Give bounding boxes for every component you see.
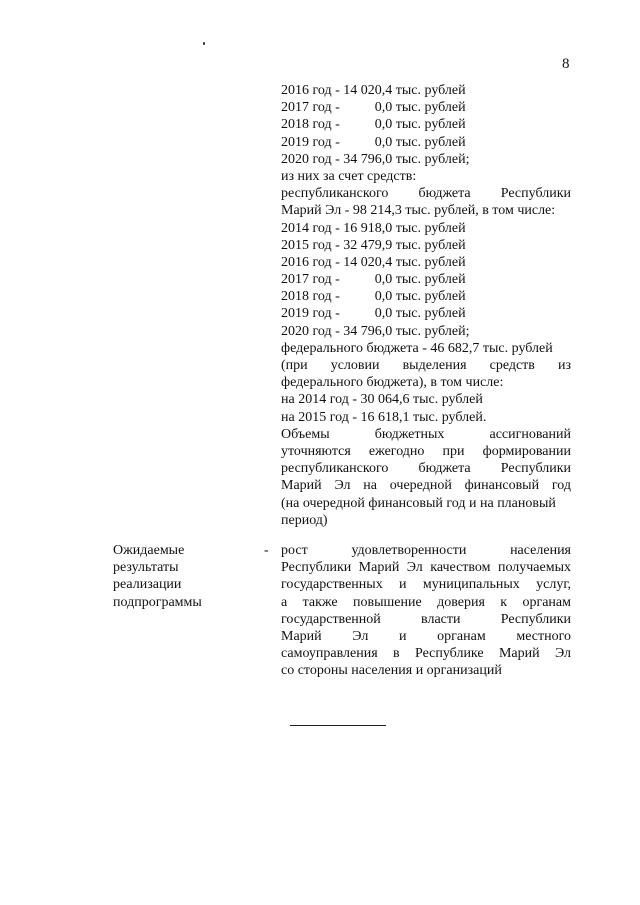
expected-results-label-line: подпрограммы bbox=[113, 594, 202, 610]
expected-results-label-line: реализации bbox=[113, 577, 182, 593]
expected-results-label-line: результаты bbox=[113, 560, 179, 576]
funding-line: Марий Эл на очередной финансовый год bbox=[281, 478, 571, 494]
funding-line: 2018 год - 0,0 тыс. рублей bbox=[281, 117, 466, 133]
funding-line: 2014 год - 16 918,0 тыс. рублей bbox=[281, 220, 466, 236]
expected-results-text bbox=[281, 542, 571, 680]
funding-line: Объемы бюджетных ассигнований bbox=[281, 426, 571, 442]
funding-line: уточняются ежегодно при формировании bbox=[281, 443, 571, 459]
funding-line: (на очередной финансовый год и на плановый bbox=[281, 495, 556, 511]
expected-results-line: рост удовлетворенности населения bbox=[281, 543, 571, 558]
funding-line: республиканского бюджета Республики bbox=[281, 186, 571, 202]
funding-line: 2016 год - 14 020,4 тыс. рублей bbox=[281, 83, 466, 98]
expected-results-label-line: Ожидаемые bbox=[113, 543, 185, 558]
funding-line: 2017 год - 0,0 тыс. рублей bbox=[281, 100, 466, 116]
funding-line: 2019 год - 0,0 тыс. рублей bbox=[281, 134, 466, 150]
funding-line: 2020 год - 34 796,0 тыс. рублей; bbox=[281, 151, 470, 167]
expected-results-line: Марий Эл и органам местного bbox=[281, 628, 571, 644]
funding-line: на 2014 год - 30 064,6 тыс. рублей bbox=[281, 392, 483, 408]
funding-line: 2020 год - 34 796,0 тыс. рублей; bbox=[281, 323, 470, 339]
funding-line: 2015 год - 32 479,9 тыс. рублей bbox=[281, 237, 466, 253]
expected-results-line: а также повышение доверия к органам bbox=[281, 594, 571, 610]
expected-results-line: со стороны населения и организаций bbox=[281, 663, 502, 679]
scan-speck bbox=[203, 42, 205, 45]
expected-results-dash: - bbox=[264, 543, 269, 558]
funding-line: республиканского бюджета Республики bbox=[281, 461, 571, 477]
expected-results-line: государственных и муниципальных услуг, bbox=[281, 577, 571, 593]
funding-line: период) bbox=[281, 512, 328, 528]
expected-results-line: государственной власти Республики bbox=[281, 611, 571, 627]
funding-line: на 2015 год - 16 618,1 тыс. рублей. bbox=[281, 409, 487, 425]
funding-line: 2019 год - 0,0 тыс. рублей bbox=[281, 306, 466, 322]
expected-results-label bbox=[113, 542, 263, 611]
funding-line: 2016 год - 14 020,4 тыс. рублей bbox=[281, 254, 466, 270]
funding-line: (при условии выделения средств из bbox=[281, 358, 571, 373]
expected-results-line: самоуправления в Республике Марий Эл bbox=[281, 646, 571, 662]
funding-line: федерального бюджета - 46 682,7 тыс. рублей bbox=[281, 340, 553, 356]
end-rule bbox=[290, 725, 386, 726]
funding-line: федерального бюджета), в том числе: bbox=[281, 375, 504, 391]
funding-line: Марий Эл - 98 214,3 тыс. рублей, в том числе: bbox=[281, 203, 556, 219]
funding-line: 2018 год - 0,0 тыс. рублей bbox=[281, 289, 466, 305]
funding-line: из них за счет средств: bbox=[281, 168, 417, 184]
page-number: 8 bbox=[562, 56, 570, 72]
expected-results-line: Республики Марий Эл качеством получаемых bbox=[281, 560, 571, 576]
funding-block bbox=[281, 82, 571, 529]
funding-line: 2017 год - 0,0 тыс. рублей bbox=[281, 272, 466, 288]
